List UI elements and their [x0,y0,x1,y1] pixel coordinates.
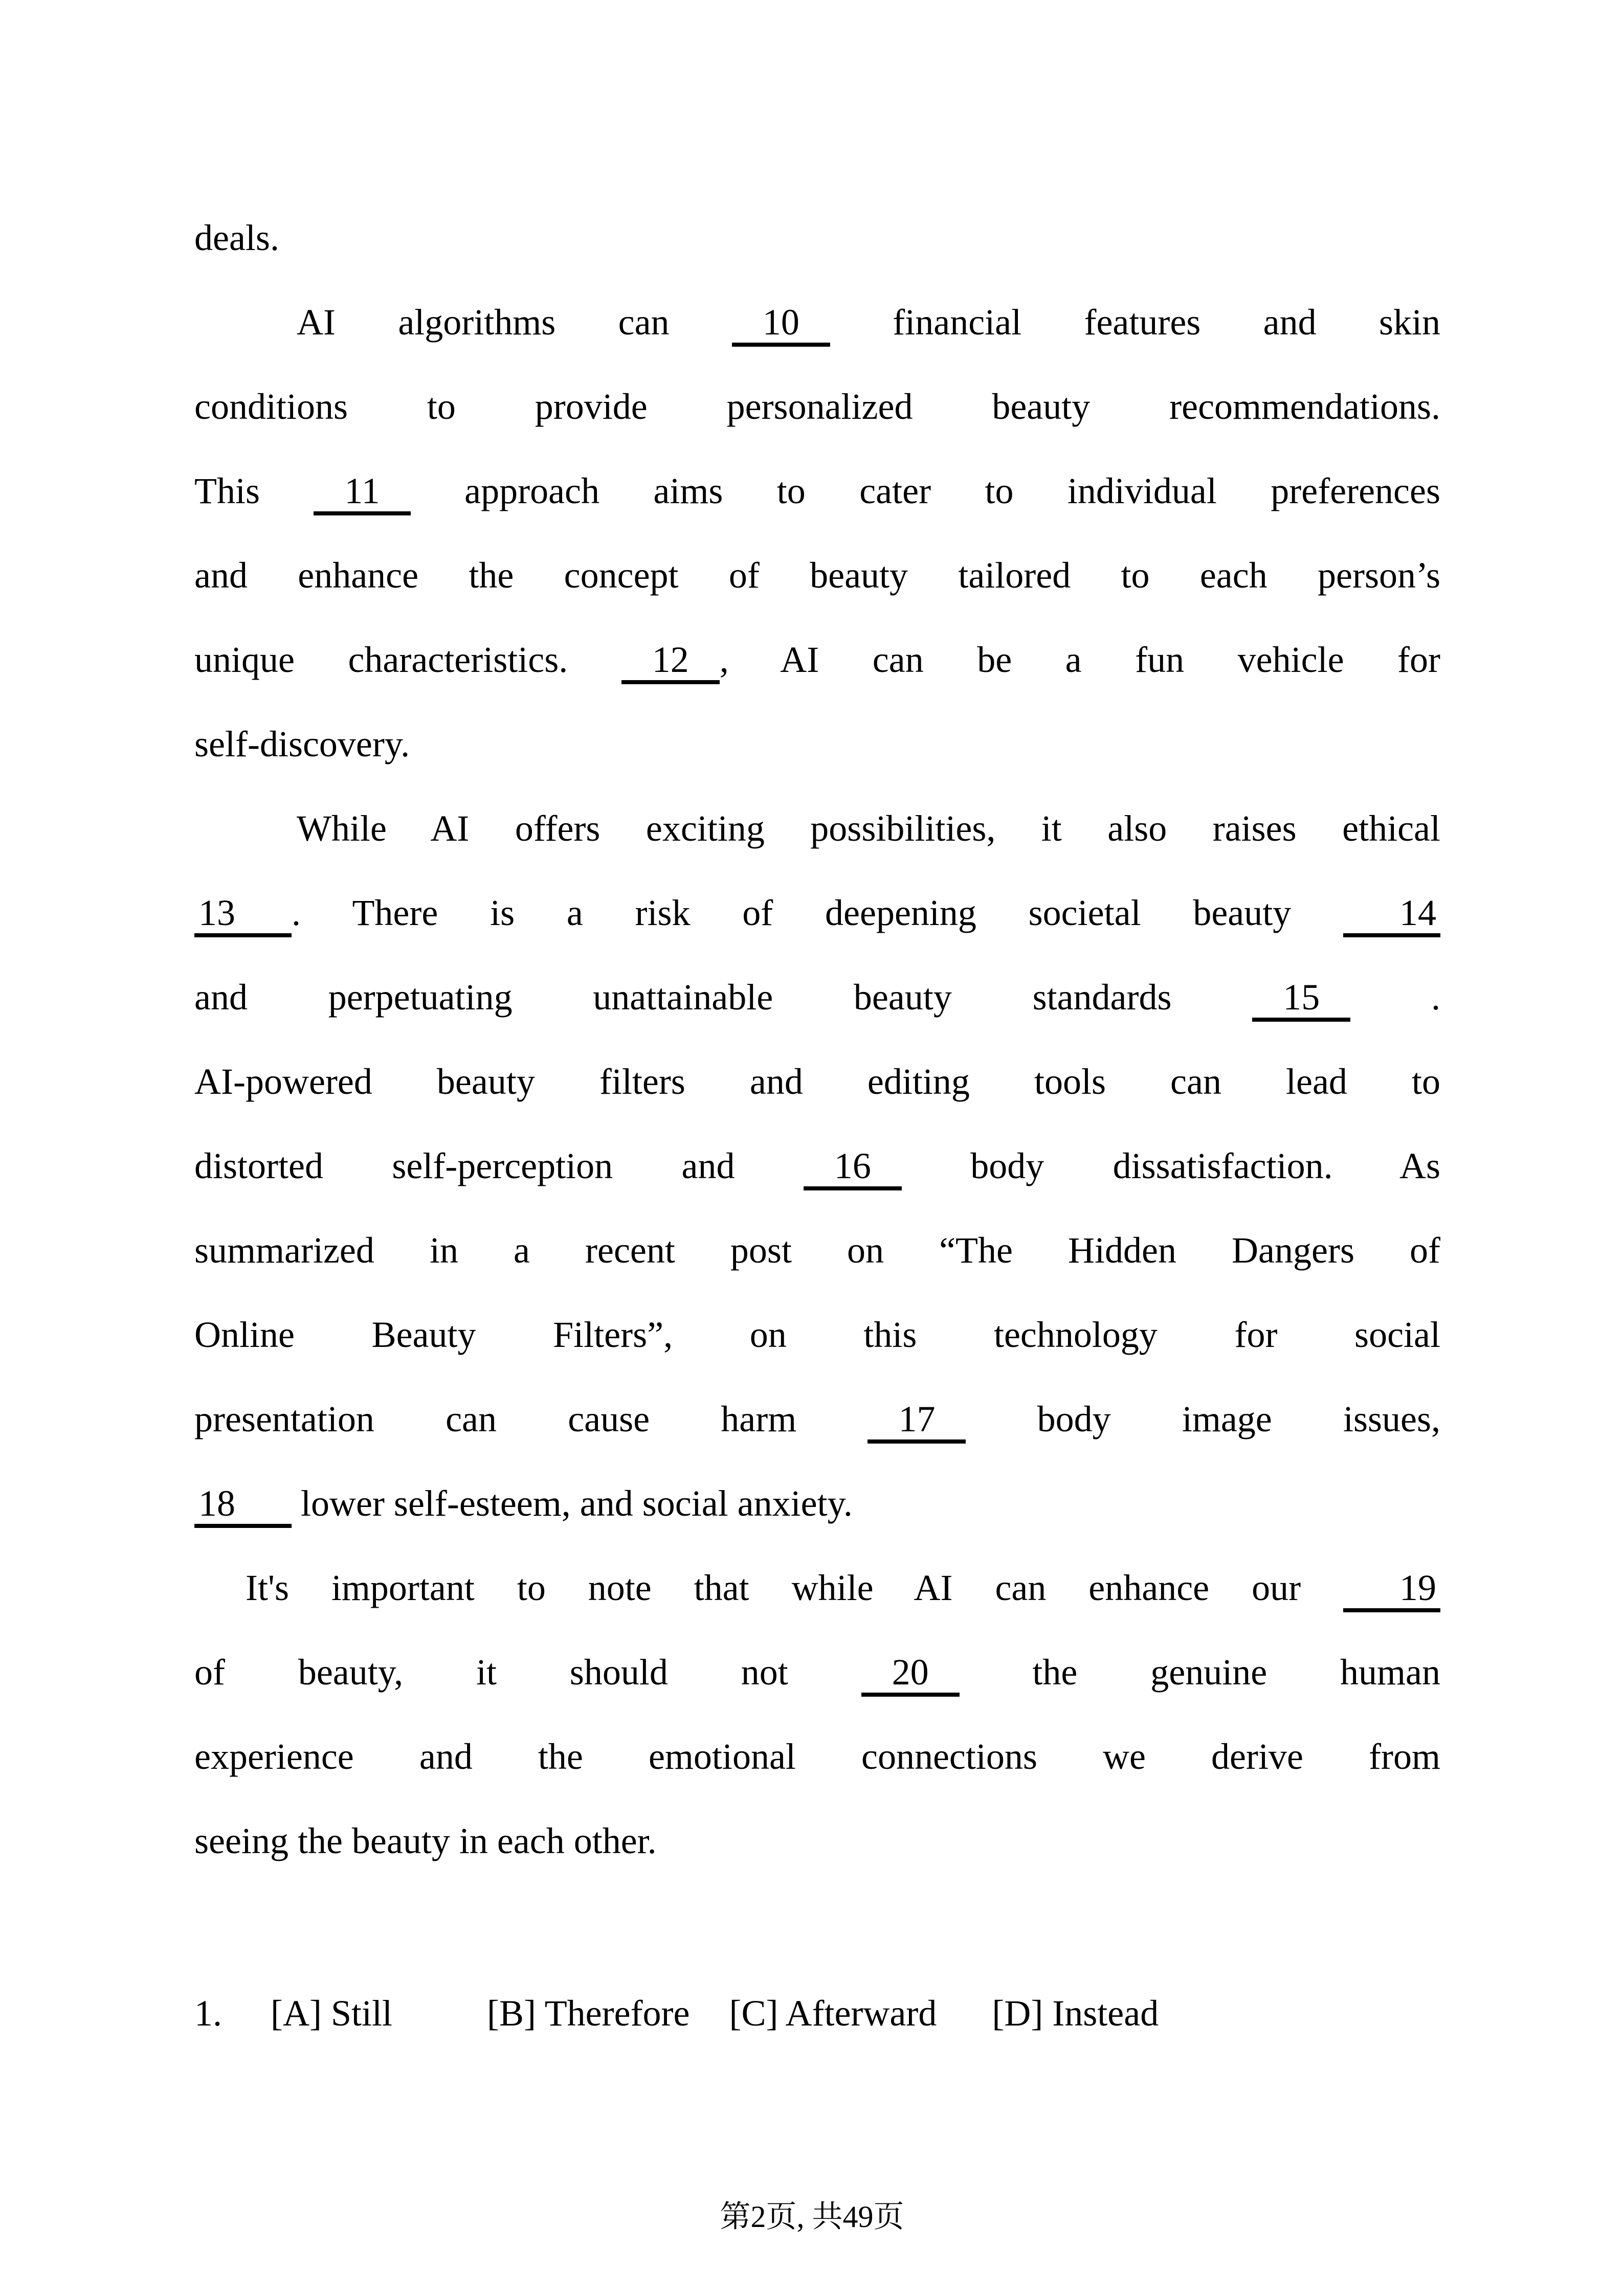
cloze-blank-18: 18 [194,1483,292,1528]
option-a [271,1993,392,2034]
text-run: While AI offers exciting possibilities, it also raises ethical [297,808,1440,849]
question-line [194,1971,1440,2056]
text-run: self-discovery. [194,724,410,764]
text-run: AI algorithms can [297,302,732,343]
text-line [194,1293,1440,1377]
option-label: [C] [729,1993,778,2034]
text-line [194,1715,1440,1799]
option-c [729,1993,937,2034]
text-line [194,1630,1440,1715]
text-line [194,1124,1440,1208]
passage [194,196,1440,1883]
text-run: . [1350,977,1440,1018]
option-word: Therefore [536,1993,690,2034]
cloze-blank-11: 11 [314,470,410,515]
text-run: This [194,470,314,511]
option-d [992,1993,1159,2034]
text-run: and perpetuating unattainable beauty standards [194,977,1253,1018]
text-run: unique characteristics. [194,639,621,680]
cloze-blank-12: 12 [621,639,720,684]
text-run: presentation can cause harm [194,1399,868,1439]
text-run: . There is a risk of deepening societal beauty [292,892,1343,933]
text-line [194,702,1440,786]
option-b [487,1993,689,2034]
text-run: the genuine human [959,1652,1440,1693]
text-run: approach aims to cater to individual preferences [410,470,1440,511]
text-run: , AI can be a fun vehicle for [719,639,1440,680]
text-run: body dissatisfaction. As [901,1145,1440,1186]
text-run: summarized in a recent post on “The Hidden Dangers of [194,1230,1440,1271]
text-run: deals. [194,217,279,258]
cloze-blank-13: 13 [194,892,292,937]
text-line [194,1799,1440,1883]
option-label: [A] [271,1993,322,2034]
option-word: Instead [1043,1993,1159,2034]
text-line [194,618,1440,702]
cloze-blank-15: 15 [1252,977,1350,1022]
option-label: [B] [487,1993,536,2034]
option-word: Still [321,1993,393,2034]
text-run: distorted self-perception and [194,1145,804,1186]
text-run: experience and the emotional connections we derive from [194,1736,1440,1777]
option-label: [D] [992,1993,1043,2034]
cloze-blank-17: 17 [867,1399,966,1444]
text-run: It's important to note that while AI can enhance our [246,1567,1343,1608]
cloze-blank-20: 20 [861,1652,960,1697]
text-line [194,955,1440,1040]
text-run: Online Beauty Filters”, on this technology for social [194,1314,1440,1355]
cloze-blank-10: 10 [732,302,830,347]
text-run: of beauty, it should not [194,1652,861,1693]
cloze-blank-19: 19 [1343,1567,1440,1612]
text-line [194,871,1440,955]
text-run: seeing the beauty in each other. [194,1820,657,1861]
text-line [194,533,1440,618]
option-word: Afterward [778,1993,937,2034]
text-run: conditions to provide personalized beauty recommendations. [194,386,1440,427]
text-run: financial features and skin [830,302,1441,343]
text-line [194,365,1440,449]
text-line [194,786,1440,871]
text-line [194,196,1440,280]
text-line [194,1377,1440,1461]
text-run: and enhance the concept of beauty tailored to each person’s [194,555,1440,596]
text-run: lower self-esteem, and social anxiety. [292,1483,853,1524]
page-footer: 第2页, 共49页 [720,2200,904,2234]
text-line [194,1546,1440,1630]
text-line [194,1040,1440,1124]
text-line [194,449,1440,533]
cloze-blank-14: 14 [1343,892,1440,937]
text-line [194,1208,1440,1293]
question-options [271,1993,1159,2034]
cloze-blank-16: 16 [804,1145,902,1190]
question-number: 1. [194,1993,222,2034]
text-line [194,280,1440,365]
text-run: body image issues, [966,1399,1440,1439]
text-line [194,1461,1440,1546]
text-run: AI-powered beauty filters and editing tools can lead to [194,1061,1440,1102]
